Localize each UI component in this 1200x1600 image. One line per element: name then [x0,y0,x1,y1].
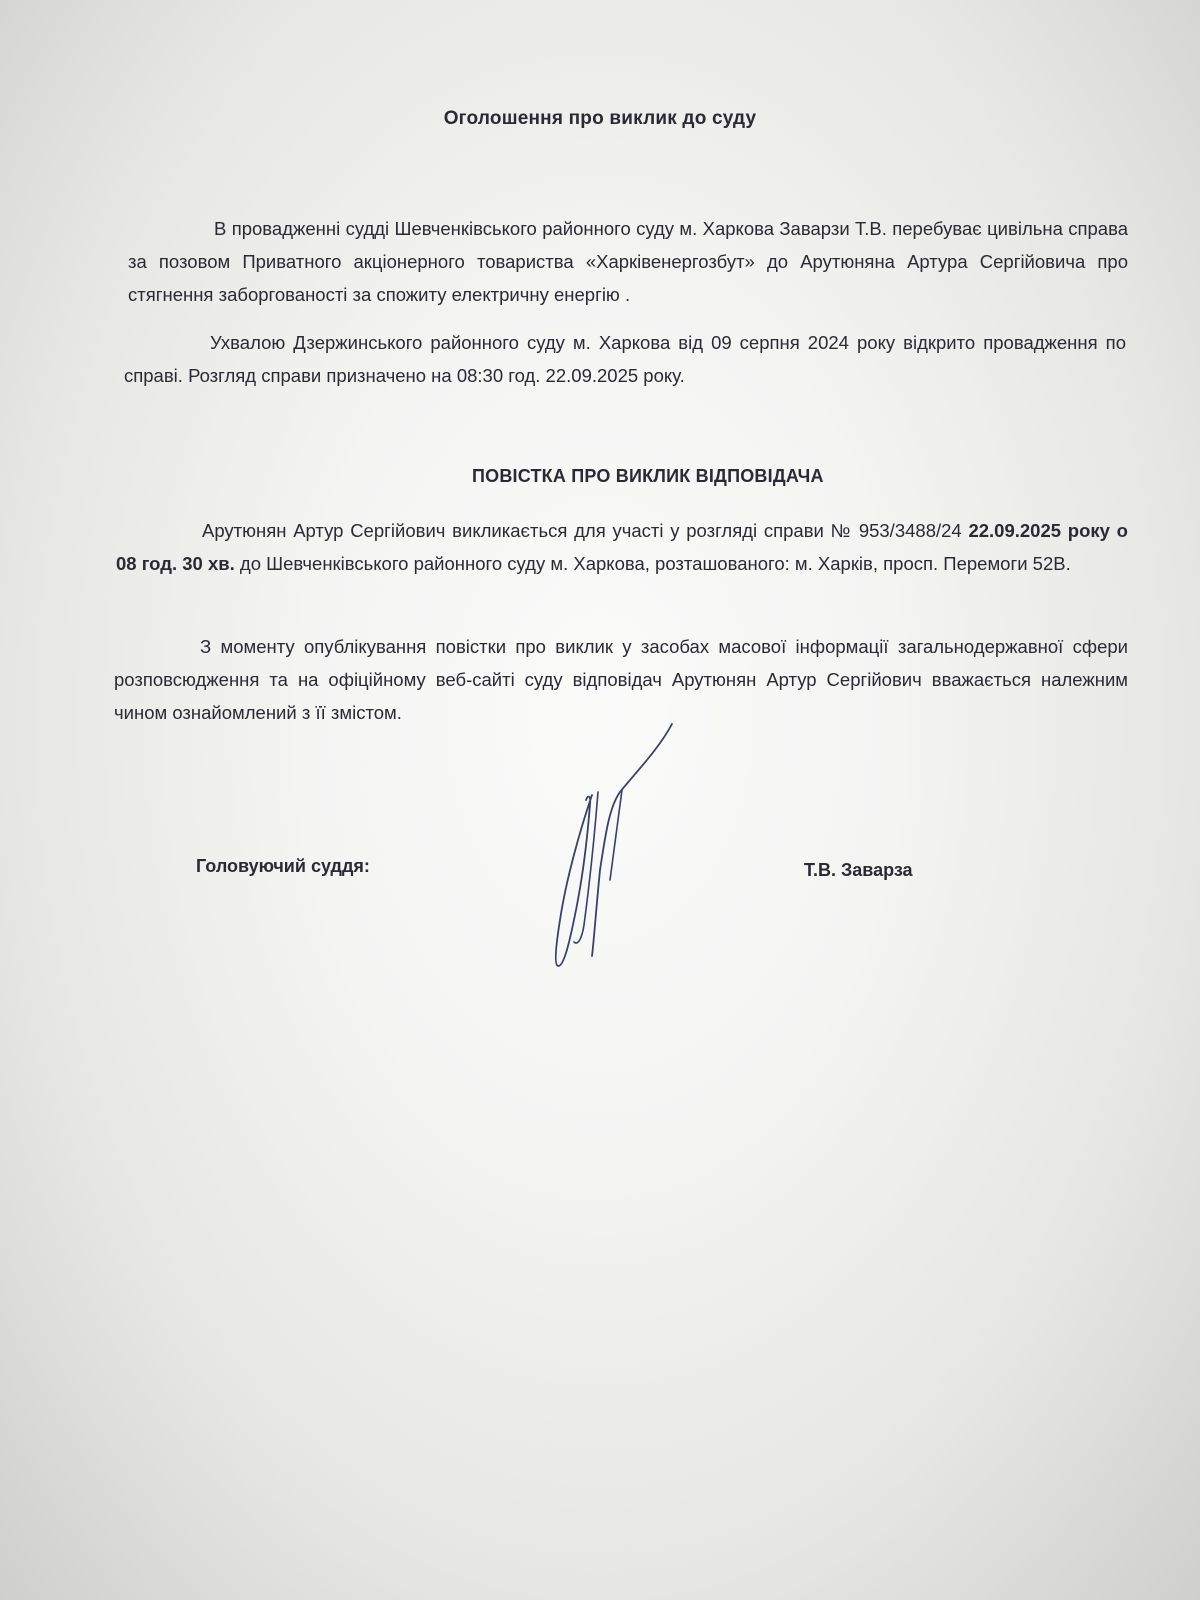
paragraph-publication-notice: З моменту опублікування повістки про виклик у засобах масової інформації загальнодержавної сфери розповсюдження та на офіційному веб-сайті суду відповідач Арутюнян Артур Сергійович вважається належним чином ознайомлений з її змістом. [114,636,1128,723]
paragraph-case-description: В провадженні судді Шевченківського районного суду м. Харкова Заварзи Т.В. перебуває цивільна справа за позовом Приватного акціонерного товариства «Харківенергозбут» до Арутюняна Артура Сергійовича про стягнення заборгованості за спожиту електричну енергію . [128,218,1128,305]
summons-heading: ПОВІСТКА ПРО ВИКЛИК ВІДПОВІДАЧА [472,466,824,486]
signer-role: Головуючий суддя: [196,856,370,876]
handwritten-signature [540,720,700,990]
document-title: Оголошення про виклик до суду [443,108,757,129]
hearing-datetime: 22.09.2025 року о 08 год. 30 хв. [116,520,1128,574]
paragraph-summons [116,514,1128,580]
paragraph-court-ruling: Ухвалою Дзержинського районного суду м. Харкова від 09 серпня 2024 року відкрито провадження по справі. Розгляд справи призначено на 08:30 год. 22.09.2025 року. [124,332,1126,386]
summons-text-start: Арутюнян Артур Сергійович викликається для участі у розгляді справи № 953/3488/24 [202,520,969,541]
summons-text-end: до Шевченківського районного суду м. Харкова, розташованого: м. Харків, просп. Перемоги 52В. [234,553,1071,574]
signer-name: Т.В. Заварза [804,860,913,880]
